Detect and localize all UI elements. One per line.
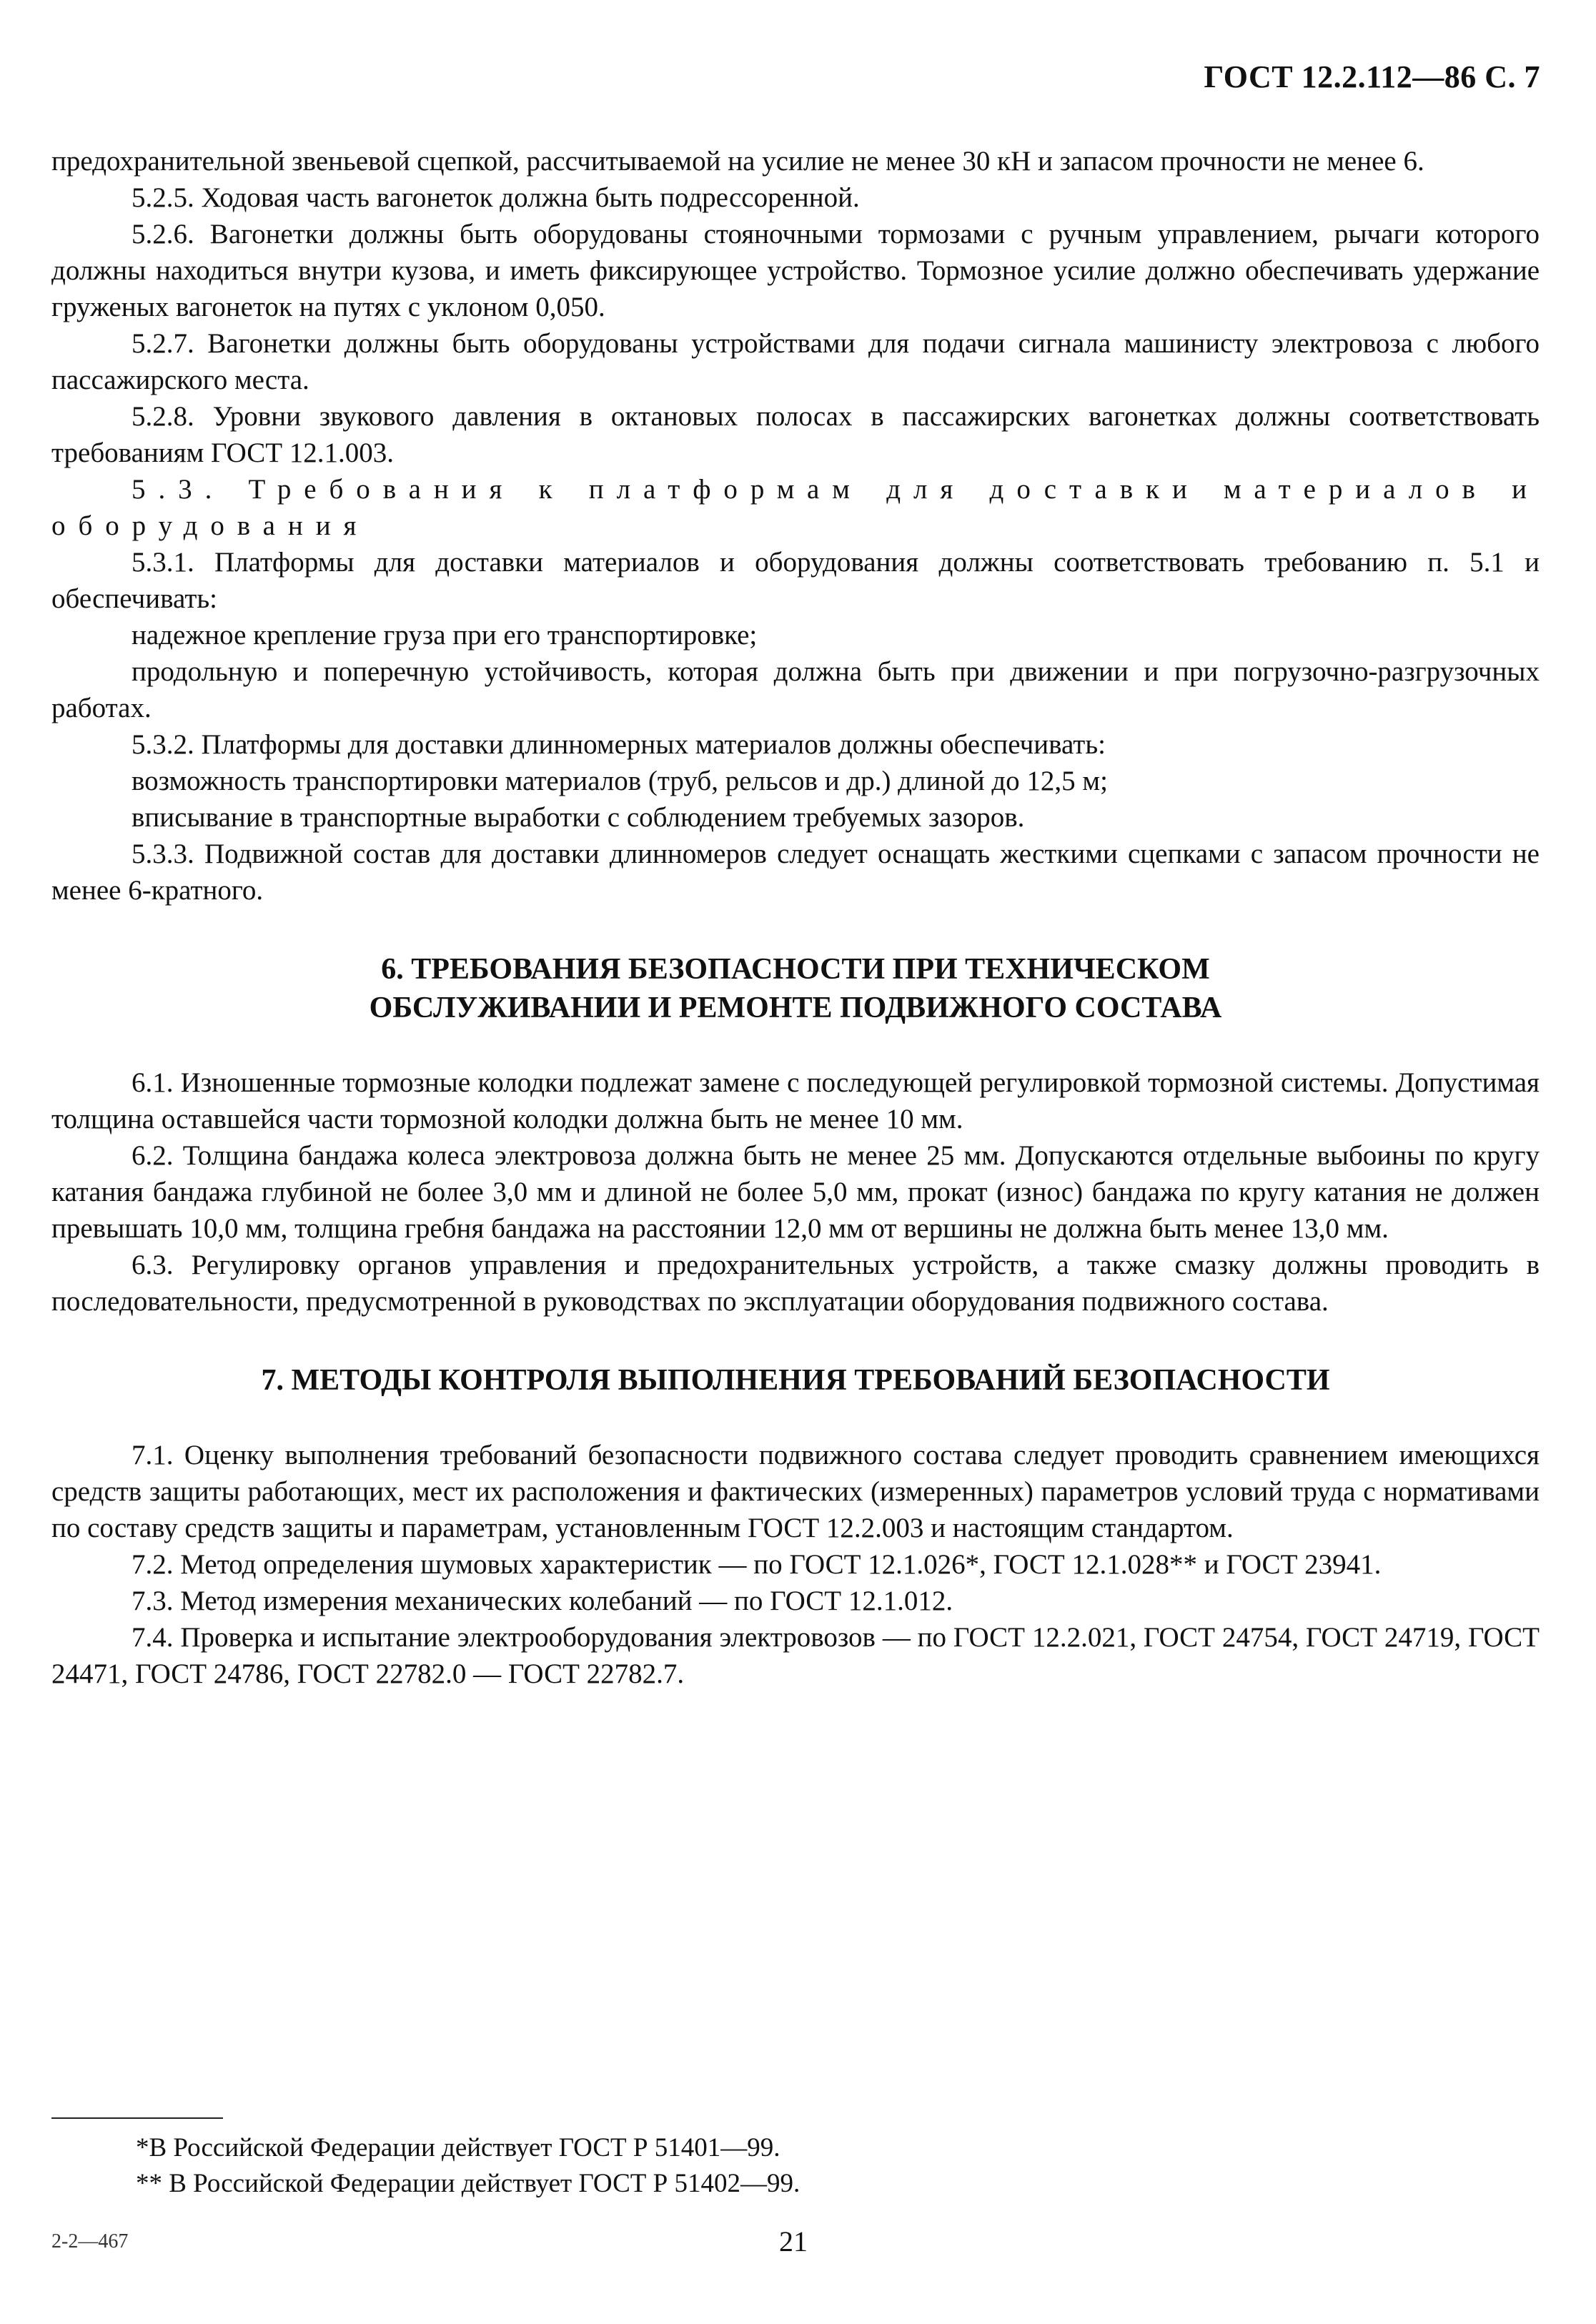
paragraph-5-3-1: 5.3.1. Платформы для доставки материалов и оборудования должны соответствовать требованию п. 5.1 и обеспечивать:	[51, 547, 1540, 614]
paragraph-7-2: 7.2. Метод определения шумовых характеристик — по ГОСТ 12.1.026*, ГОСТ 12.1.028** и ГОСТ 23941.	[132, 1549, 1382, 1580]
section-7-title: 7. МЕТОДЫ КОНТРОЛЯ ВЫПОЛНЕНИЯ ТРЕБОВАНИЙ БЕЗОПАСНОСТИ	[261, 1364, 1330, 1397]
page-number: 21	[779, 2225, 808, 2258]
paragraph-7-4: 7.4. Проверка и испытание электрооборудования электровозов — по ГОСТ 12.2.021, ГОСТ 24754, ГОСТ 24719, ГОСТ 24471, ГОСТ 24786, ГОСТ 22782.0 — ГОСТ 22782.7.	[51, 1622, 1540, 1689]
paragraph-5-2-8: 5.2.8. Уровни звукового давления в октановых полосах в пассажирских вагонетках должны соответствовать требованиям ГОСТ 12.1.003.	[51, 401, 1540, 468]
paragraph-5-2-7: 5.2.7. Вагонетки должны быть оборудованы устройствами для подачи сигнала машинисту электровоза с любого пассажирского места.	[51, 328, 1540, 395]
paragraph-5-3-2: 5.3.2. Платформы для доставки длинномерных материалов должны обеспечивать:	[132, 729, 1106, 760]
footnote-1: *В Российской Федерации действует ГОСТ Р 51401—99.	[136, 2133, 780, 2162]
subsection-heading-5-3: 5.3. Требования к платформам для доставки материалов и оборудования	[51, 474, 1540, 541]
paragraph-5-2-6: 5.2.6. Вагонетки должны быть оборудованы стояночными тормозами с ручным управлением, рычаги которого должны находиться внутри кузова, и иметь фиксирующее устройство. Тормозное усилие должно обеспечивать удержание груженых вагонеток на путях с уклоном 0,050.	[51, 219, 1540, 322]
section-6-title-line-1: 6. ТРЕБОВАНИЯ БЕЗОПАСНОСТИ ПРИ ТЕХНИЧЕСКОМ	[381, 953, 1210, 986]
paragraph-5-3-3: 5.3.3. Подвижной состав для доставки длинномеров следует оснащать жесткими сцепками с запасом прочности не менее 6-кратного.	[51, 839, 1540, 906]
list-item-transport-length: возможность транспортировки материалов (труб, рельсов и др.) длиной до 12,5 м;	[132, 766, 1108, 796]
footnotes	[136, 2130, 800, 2202]
section-6-title	[51, 950, 1540, 1027]
paragraph-7-1: 7.1. Оценку выполнения требований безопасности подвижного состава следует проводить сравнением имеющихся средств защиты работающих, мест их расположения и фактических (измеренных) параметров условий труда с нормативами по составу средств защиты и параметрам, установленным ГОСТ 12.2.003 и настоящим стандартом.	[51, 1440, 1540, 1543]
list-item-cargo-fastening: надежное крепление груза при его транспортировке;	[132, 620, 758, 651]
footnote-2: ** В Российской Федерации действует ГОСТ Р 51402—99.	[136, 2169, 801, 2198]
paragraph-continuation: предохранительной звеньевой сцепкой, рассчитываемой на усилие не менее 30 кН и запасом прочности не менее 6.	[51, 146, 1424, 177]
list-item-stability: продольную и поперечную устойчивость, которая должна быть при движении и при погрузочно-разгрузочных работах.	[51, 656, 1540, 723]
section-6-title-line-2: ОБСЛУЖИВАНИИ И РЕМОНТЕ ПОДВИЖНОГО СОСТАВА	[369, 992, 1222, 1024]
list-item-clearances: вписывание в транспортные выработки с соблюдением требуемых зазоров.	[132, 802, 1025, 833]
paragraph-6-3: 6.3. Регулировку органов управления и предохранительных устройств, а также смазку должны проводить в последовательности, предусмотренной в руководствах по эксплуатации оборудования подвижного состава.	[51, 1250, 1540, 1317]
paragraph-6-1: 6.1. Изношенные тормозные колодки подлежат замене с последующей регулировкой тормозной системы. Допустимая толщина оставшейся части тормозной колодки должна быть не менее 10 мм.	[51, 1067, 1540, 1134]
footnote-divider	[51, 2117, 223, 2119]
running-header: ГОСТ 12.2.112—86 С. 7	[1204, 59, 1540, 94]
paragraph-7-3: 7.3. Метод измерения механических колебаний — по ГОСТ 12.1.012.	[132, 1586, 953, 1616]
paragraph-5-2-5: 5.2.5. Ходовая часть вагонеток должна быть подрессоренной.	[132, 182, 860, 213]
document-body	[51, 143, 1540, 1692]
paragraph-6-2: 6.2. Толщина бандажа колеса электровоза должна быть не менее 25 мм. Допускаются отдельные выбоины по кругу катания бандажа глубиной не более 3,0 мм и длиной не более 5,0 мм, прокат (износ) бандажа по кругу катания не должен превышать 10,0 мм, толщина гребня бандажа на расстоянии 12,0 мм от вершины не должна быть менее 13,0 мм.	[51, 1140, 1540, 1244]
print-code: 2-2—467	[51, 2230, 129, 2253]
